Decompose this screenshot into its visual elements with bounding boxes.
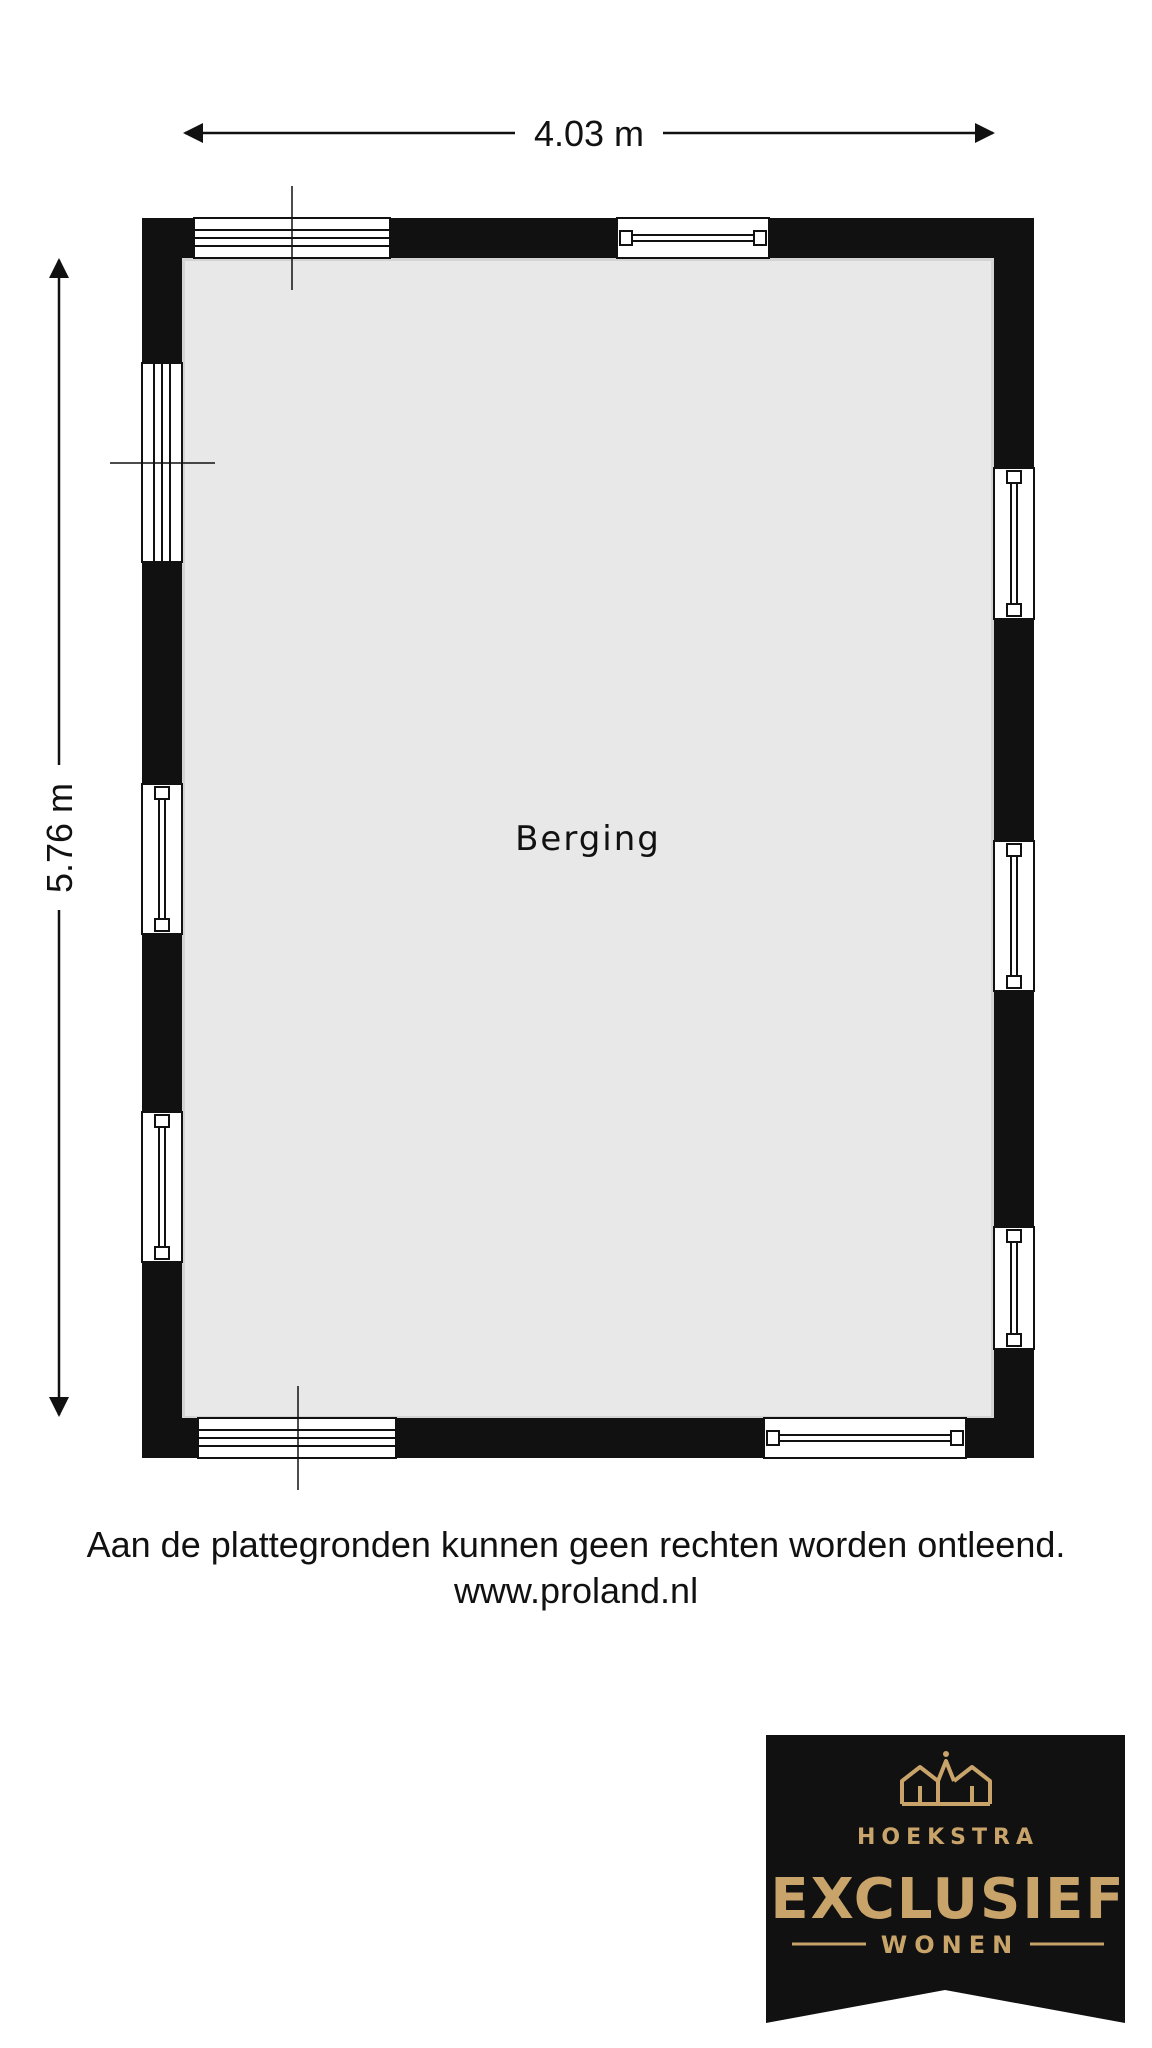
website-url: www.proland.nl	[453, 1570, 699, 1611]
logo-text-exclusief: EXCLUSIEF	[770, 1867, 1126, 1932]
width-label: 4.03 m	[533, 113, 645, 154]
window-bottom-2	[764, 1418, 966, 1458]
height-label: 5.76 m	[39, 782, 80, 894]
window-right-1	[994, 468, 1034, 619]
window-left-2	[142, 784, 182, 934]
width-dimension	[185, 113, 993, 154]
window-left-3	[142, 1112, 182, 1262]
window-right-2	[994, 841, 1034, 991]
window-bottom-1	[198, 1418, 396, 1458]
disclaimer-text: Aan de plattegronden kunnen geen rechten worden ontleend.	[86, 1524, 1066, 1565]
brand-logo	[766, 1735, 1126, 2023]
window-top-2	[617, 218, 769, 258]
room-label: Berging	[515, 819, 661, 859]
logo-text-hoekstra: HOEKSTRA	[856, 1825, 1040, 1850]
disclaimer	[0, 1522, 1152, 1614]
height-dimension	[39, 260, 80, 1415]
window-right-3	[994, 1227, 1034, 1349]
logo-text-wonen: WONEN	[880, 1931, 1020, 1959]
